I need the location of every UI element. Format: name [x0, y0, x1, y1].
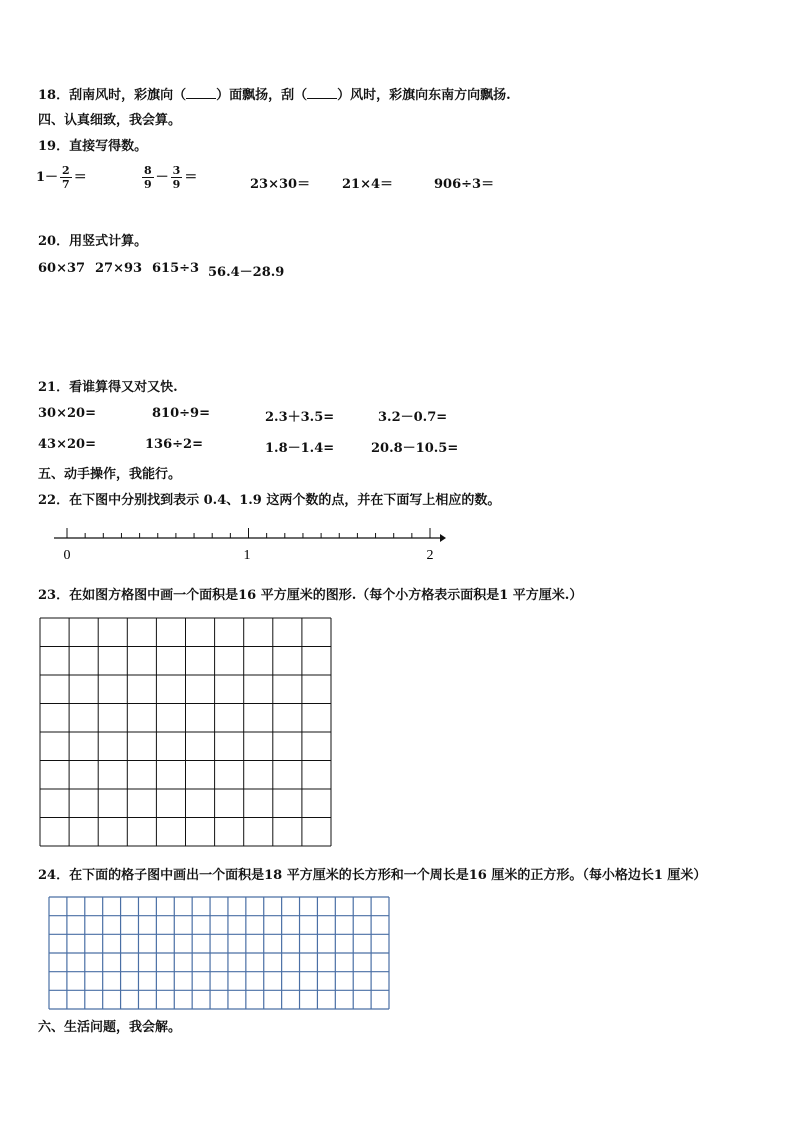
question-24-title: 24．在下面的格子图中画出一个面积是18 平方厘米的长方形和一个周长是16 厘米的正方形。（每小格边长1 厘米） [38, 868, 707, 883]
section-4-heading: 四、认真细致，我会算。 [38, 113, 182, 128]
square-grid-10x8[interactable] [39, 617, 332, 847]
q20-item: 56.4－28.9 [208, 265, 285, 280]
q20-item: 60×37 [38, 261, 86, 276]
section-5-heading: 五、动手操作，我能行。 [38, 467, 182, 482]
q20-item: 27×93 [95, 261, 143, 276]
question-20-title: 20．用竖式计算。 [38, 234, 148, 249]
q21-item: 2.3＋3.5= [265, 410, 335, 425]
q19-expr-3: 23×30＝ [250, 177, 311, 192]
q21-item: 43×20= [38, 437, 96, 452]
q21-item: 810÷9= [152, 406, 210, 421]
fraction: $\frac{3}{9}$ [172, 164, 181, 191]
q19-expr-5: 906÷3＝ [434, 177, 495, 192]
question-21-title: 21．看谁算得又对又快. [38, 380, 178, 395]
q19-expr-2: $\frac{8}{9}$ － $\frac{3}{9}$ ＝ [144, 164, 198, 191]
fraction: $\frac{2}{7}$ [62, 164, 70, 191]
number-line-label: 2 [426, 548, 434, 563]
q19-expr-1: 1－ $\frac{2}{7}$ ＝ [36, 164, 87, 191]
number-line-label: 0 [63, 548, 71, 563]
question-18: 18．刮南风时，彩旗向（ ）面飘扬，刮（ ）风时，彩旗向东南方向飘扬. [38, 88, 511, 103]
number-line-ticks [67, 528, 430, 538]
question-23-title: 23．在如图方格图中画一个面积是16 平方厘米的图形.（每个小方格表示面积是1 平方厘米.） [38, 588, 583, 603]
q21-item: 1.8－1.4= [265, 441, 335, 456]
q21-item: 3.2－0.7= [378, 410, 448, 425]
number-line-label: 1 [243, 548, 251, 563]
question-22-title: 22．在下图中分别找到表示 0.4、1.9 这两个数的点，并在下面写上相应的数。 [38, 493, 501, 508]
fraction: $\frac{8}{9}$ [144, 164, 152, 191]
q21-item: 20.8－10.5= [371, 441, 459, 456]
square-grid-19x6[interactable] [48, 896, 390, 1010]
q19-expr-4: 21×4＝ [342, 177, 394, 192]
number-line-arrow [440, 534, 446, 542]
q21-item: 136÷2= [145, 437, 203, 452]
question-19-title: 19．直接写得数。 [38, 139, 148, 154]
q20-item: 615÷3 [152, 261, 200, 276]
section-6-heading: 六、生活问题，我会解。 [38, 1020, 182, 1035]
q21-item: 30×20= [38, 406, 96, 421]
